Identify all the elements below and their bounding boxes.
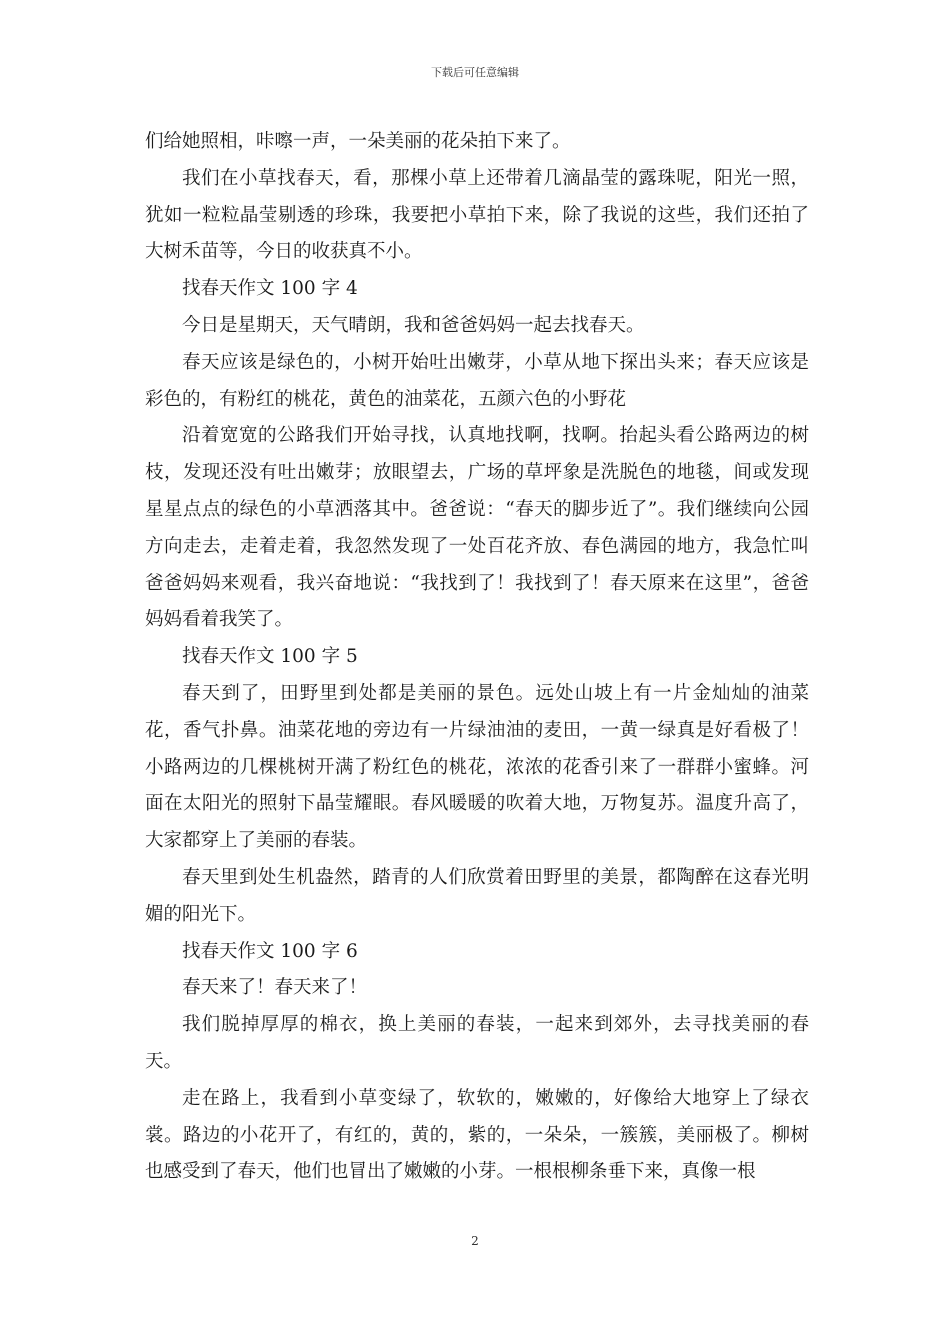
paragraph-9: 我们脱掉厚厚的棉衣，换上美丽的春装，一起来到郊外，去寻找美丽的春天。 bbox=[145, 1014, 809, 1072]
paragraph-10: 走在路上，我看到小草变绿了，软软的，嫩嫩的，好像给大地穿上了绿衣裳。路边的小花开了，有红的，黄的，紫的，一朵朵，一簇簇，美丽极了。柳树也感受到了春天，他们也冒出了嫩嫩的小芽。一根根柳条垂下来，真像一根 bbox=[145, 1087, 809, 1183]
paragraph-4: 春天应该是绿色的，小树开始吐出嫩芽，小草从地下探出头来；春天应该是彩色的，有粉红的桃花，黄色的油菜花，五颜六色的小野花 bbox=[145, 351, 809, 410]
paragraph-8: 春天来了！春天来了！ bbox=[182, 977, 368, 999]
paragraph-3: 今日是星期天，天气晴朗，我和爸爸妈妈一起去找春天。 bbox=[182, 314, 645, 336]
document-body bbox=[145, 124, 809, 1191]
section-heading-4: 找春天作文 100 字 4 bbox=[182, 278, 358, 300]
paragraph-2: 我们在小草找春天，看，那棵小草上还带着几滴晶莹的露珠呢，阳光一照，犹如一粒粒晶莹剔透的珍珠，我要把小草拍下来，除了我说的这些，我们还拍了大树禾苗等，今日的收获真不小。 bbox=[145, 167, 809, 263]
page-header: 下载后可任意编辑 bbox=[431, 66, 519, 79]
paragraph-6: 春天到了，田野里到处都是美丽的景色。远处山坡上有一片金灿灿的油菜花，香气扑鼻。油菜花地的旁边有一片绿油油的麦田，一黄一绿真是好看极了！小路两边的几棵桃树开满了粉红色的桃花，浓浓的花香引来了一群群小蜜蜂。河面在太阳光的照射下晶莹耀眼。春风暖暖的吹着大地，万物复苏。温度升高了，大家都穿上了美丽的春装。 bbox=[145, 682, 809, 852]
paragraph-1: 们给她照相，咔嚓一声，一朵美丽的花朵拍下来了。 bbox=[145, 131, 571, 152]
section-heading-6: 找春天作文 100 字 6 bbox=[182, 940, 358, 962]
page-number: 2 bbox=[471, 1234, 479, 1248]
paragraph-5: 沿着宽宽的公路我们开始寻找，认真地找啊，找啊。抬起头看公路两边的树枝，发现还没有吐出嫩芽；放眼望去，广场的草坪象是洗脱色的地毯，间或发现星星点点的绿色的小草洒落其中。爸爸说：“春天的脚步近了”。我们继续向公园方向走去，走着走着，我忽然发现了一处百花齐放、春色满园的地方，我急忙叫爸爸妈妈来观看，我兴奋地说：“我找到了！我找到了！春天原来在这里”，爸爸妈妈看着我笑了。 bbox=[145, 425, 809, 631]
paragraph-7: 春天里到处生机盎然，踏青的人们欣赏着田野里的美景，都陶醉在这春光明媚的阳光下。 bbox=[145, 866, 809, 925]
section-heading-5: 找春天作文 100 字 5 bbox=[182, 646, 358, 668]
